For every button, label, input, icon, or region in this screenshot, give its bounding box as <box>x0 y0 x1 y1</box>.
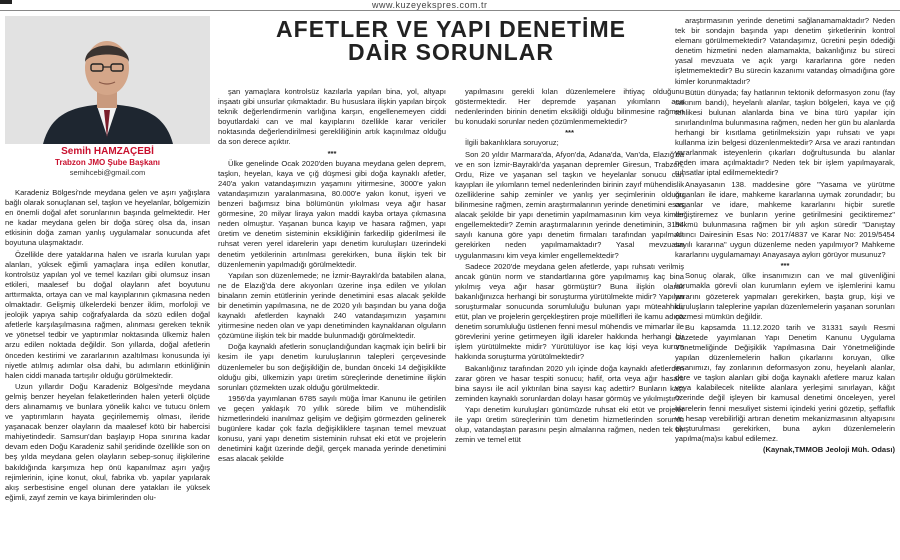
paragraph: yapılmasını gerekli kılan düzenlemelere ihtiyaç olduğunu göstermektedir. Her depremde yaşanan yıkımların ana nedenlerinden birinin denetim eksikliği olduğu bilinmesine rağmen bu konudaki sorunlar neden çözümlenmemektedir? <box>455 87 684 127</box>
paragraph: Sonuç olarak, ülke insanımızın can ve mal güvenliğini korumakla görevli olan kurumların eylem ve işlemlerini kamu yararını gözeterek yapmaları gerekirken, başta grup, kişi ve kuruluşların taleplerine yapılan düzenlemelerin yaşanan sorunları çözmesi mümkün değildir. <box>675 271 895 321</box>
author-caption <box>5 146 210 180</box>
paragraph: Karadeniz Bölgesi'nde meydana gelen ve aşırı yağışlara bağlı olarak sonuçlanan sel, taşkın ve heyelanlar, bölgemizin en önemli doğal afet sorunlarının başında gelmektedir. Her ne kadar meydana gelen bir doğa süreç olsa da, insan etkisinin doğa zaman yanlış uygulamalar sonucunda afet boyutuna ulaşmaktadır. <box>5 188 210 248</box>
section-divider: *** <box>780 261 790 271</box>
paragraph: şan yamaçlara kontrolsüz kazılarla yapılan bina, yol, altyapı inşaatı gibi unsurlar çıkmaktadır. Bu hususlara ilişkin yapılan birçok teknik değerlendirmenin varlığına karşın, engellenemeyen ciddi boyutlardaki can ve mal kayıplarını özellikle karar vericiler noktasında değerlendirilmesi gerekliliğinin artık kaçınılmaz olduğu da son derece açıktır. <box>218 87 446 147</box>
author-name: Semih HAMZAÇEBİ <box>61 146 154 157</box>
author-email: semihcebi@gmail.com <box>69 168 146 177</box>
article-title <box>218 18 684 64</box>
source-credit: (Kaynak,TMMOB Jeoloji Müh. Odası) <box>762 444 895 454</box>
paragraph: Doğa kaynaklı afetlerin sonuçlandığundan kaçmak için belirli bir kesim ile yapı denetim kuruluşlarının talepleri çerçevesinde düzenlemeler bu son değişikliğin de, bundan önceki 14 değişiklikte olduğu gibi, ülkemizin yapı üretim süreçlerinde denetimine ilişkin sorunları çözmekten uzak olduğu görülmektedir. <box>218 342 446 392</box>
title-line-2: DAİR SORUNLAR <box>348 39 554 65</box>
section-divider: *** <box>565 128 574 138</box>
header-rule <box>0 10 900 11</box>
article-column-4 <box>675 16 895 559</box>
paragraph: Bütün dünyada; fay hatlarının tektonik deformasyon zonu (fay sakınım bandı), heyelanlı alanlar, taşkın bölgeleri, kaya ve çığ tehlikesi bulunan alanlarda bina ve bina türü yapılar için sınırlandırılma bulunmasına rağmen, neden her gün bu alanlarda herhangi bir kısıtlama getirilmeksizin yapı ruhsatı ve yapı kullanma izin belgesi düzenlenmektedir? Arsa ve arazi rantından yararlanmak isteyenlerin çıkarları doğrultusunda bu alanlar neden imara açılmaktadır? Neden tek bir işlem yapılmayarak, ruhsatlar iptal edilmemektedir? <box>675 87 895 178</box>
article-column-2 <box>218 87 446 559</box>
paragraph: Bakanlığınız tarafından 2020 yılı içinde doğa kaynaklı afetlerden zarar gören ve hasar tespiti sonucu; hafif, orta veya ağır hasarlı bina sayısı ile acil yıktırılan bina sayısı kaç adettir? Bunların kaçı zeminden kaynaklı sorunlardan dolayı hasar görmüş ve yıkılmıştır? <box>455 363 684 403</box>
paragraph: Sadece 2020'de meydana gelen afetlerde, yapı ruhsatı verilmiş ancak günün norm ve standartlarına göre yapılmamış kaç bina yıkılmış veya ağır hasar görmüştür? Buna ilişkin olarak bakanlığınızca herhangi bir soruşturma yürütülmekte midir? Yapılan soruşturmalar sonucunda sorumluluğu bulunan yapı müteahhidi, etüt, plan ve projelerin gerçekleştiren proje müellifleri ile kamu adına denetim sorumluluğu üstlenen fenni mesul mühendis ve mimarlar ile görevlerini yerine getirmeyen ilgili idareler hakkında herhangi bir işlem yürütülmekte midir? Yürütülüyor ise kaç kişi veya kurum hakkında soruşturma yürütülmektedir? <box>455 261 684 362</box>
article-column-1 <box>5 188 210 558</box>
paragraph: Bu kapsamda 11.12.2020 tarih ve 31331 sayılı Resmi Gazetede yayımlanan Yapı Denetim Kanunu Uygulama Yönetmeliğinde Değişiklik Yapılmasına Dair Yönetmeliğinde yapılan düzenlemelerin halkın çıkarlarını koruyan, ülke insanımızı, fay zonlarının deformasyon zonu, heyelanlı alanlar, dere ve taşkın alanları gibi doğa kaynaklı afetlere maruz kalan veya kalabilecek nitelikte alanlara yerleşimi sınırlayan, kâğıt üzerinde değil işleyen bir kamusal denetimi önceleyen, yerel idarelerin fenni mesuliyet sistemi içindeki yerini gözetip, şeffaflık ve hesap verebilirliği artıran denetim mekanizmasının altyapısını oluşturulması gerekirken, buna aykırı düzenlemelerin yapılma(ma)sı kabul edilemez. <box>675 322 895 443</box>
title-line-1: AFETLER VE YAPI DENETİME <box>276 16 626 42</box>
author-portrait <box>5 16 210 144</box>
paragraph: Yapılan son düzenlemede; ne İzmir-Bayraklı'da batabilen alana, ne de Elazığ'da dere akıyonları üzerine inşa edilen ve yıkılan binaların zemin etütlerinin yerinde denetimini esas alacak şekilde bir denetimin yapılmasına, ne de 2020 yılı başından bu yana doğa kaynaklı afetlerden kaynaklı 240 vatandaşımızın yaşamını yitirmesine neden olan ve yapı denetiminden kaynaklanan olguların çözümüne ilişkin tek bir madde bulunmadığı görülmektedir. <box>218 270 446 341</box>
paragraph: araştırmasının yerinde denetimi sağlanamamaktadır? Neden tek bir sondajın başında yapı denetim şirketlerinin kontrol elemanı görülmemektedir? Vatandaşımız, ücretini peşin ödediği denetim hizmetini neden alamamakta, bakanlığınız bu süreci yasal mevzuata ve açık yargı kararlarına göre neden işletmemektedir? Bu sürecin kazanımı vatandaş olmadığına göre kimler korunmaktadır? <box>675 16 895 86</box>
paragraph: Uzun yıllardır Doğu Karadeniz Bölgesi'nde meydana gelmiş benzer heyelan felaketlerinden halen yeterli ölçüde ders alınamamış ve bunlara yönelik kalıcı ve tutucu önlem ve yaptırımların hayata geçirilememiş olması, ileride yaşanacak benzer olayların da maalesef kötü bir habercisi mahiyetindedir. Samsun'dan başlayıp Hopa sınırına kadar devam eden Doğu Karadeniz sahil şeridinde özellikle son on beş yılda meydana gelen olayların sebep-sonuç ilişkilerine bakıldığında karşımıza hep önü kapanılmaz aşırı yağış rejimlerinin, içine konut, okul, fabrika vb. yapılar yapılarak akış serbestisine engel olunan dere yatakları ile yüksek eğimli, zayıf zemin ve kaya birimlerinden olu- <box>5 381 210 502</box>
site-url: www.kuzeyekspres.com.tr <box>372 0 488 10</box>
paragraph: Ülke genelinde Ocak 2020'den buyana meydana gelen deprem, taşkın, heyelan, kaya ve çığ düşmesi gibi doğa kaynaklı afetler, 240'a yakın vatandaşımızın yaşamını yitirmesine, 3000'e yakın vatandaşımızın yaralanmasına, 80.000'e yakın konut, işyeri ve benzeri bağımsız bina bölümünün yıkılması veya ağır hasar görmesine, 20 milyar liraya yakın maddi kayba ortaya çıkmasına neden olmuştur. Yaşanan bunca kayıp ve hasara rağmen, yapı üretim ve denetim sisteminin eksikliğinin farkedilip giderilmesi ile ruhsat veren yerel idarelerin yapı denetim kuruluşları üzerindeki denetim yetkilerinin artırılması gerekirken, buna ilişkin tek bir düzenlemenin yapılmadığı görülmektedir. <box>218 158 446 269</box>
paragraph: İlgili bakanlıklara soruyoruz; <box>465 138 559 148</box>
paragraph: Anayasanın 138. maddesine göre "Yasama ve yürütme organları ile idare, mahkeme kararlarına uymak zorundadır; bu organlar ve idare, mahkeme kararlarını hiçbir suretle değiştiremez ve bunların yerine getirilmesini geciktiremez" hükmü bulunmasına rağmen bir yılı aşkın süredir "Danıştay Altıncı Dairesinin Esas No: 2017/4837 ve Karar No: 2019/5454 sayılı kararına" uygun düzenleme neden yapılmıyor? Mahkeme kararlarını uygulamamayı Anayasaya aykırı görüyor musunuz? <box>675 179 895 260</box>
page-corner-mark <box>0 0 12 4</box>
paragraph: Yapı denetim kuruluşları günümüzde ruhsat eki etüt ve projeler ile yapı üretim süreçlerinin tüm denetim hizmetlerinden sorumlu olup, vatandaştan parasını peşin almalarına rağmen, neden tek bir zemin ve temel etüt <box>455 404 684 445</box>
section-divider: *** <box>327 148 337 158</box>
paragraph: 1956'da yayımlanan 6785 sayılı müğa İmar Kanunu ile getirilen ve geçen yaklaşık 70 yıllık sürede bilim ve mühendislik hizmetlerindeki inanılmaz gelişim ve değişim görmezden gelinerek bugünlere kadar çok fazla değişikliklere taşınan temel mevzuat konusu, yani yapı denetim sisteminin ruhsat eki etüt ve projelerin denetimini kağıt üzerinde değil, gerçek manada yerinde denetimini esas alacak şekilde <box>218 393 446 464</box>
page-header <box>0 0 900 12</box>
article-column-3 <box>455 87 684 559</box>
author-role: Trabzon JMO Şube Başkanı <box>55 158 160 167</box>
paragraph: Özellikle dere yataklarına halen ve ısrarla kurulan yapı alanları, yüksek eğimli yamaçlara inşa edilen konutlar, kontrolsüz yapılan yol ve temel kazıları gibi olumsuz insan etkileri, maalesef bu doğal olayların afet boyutunu arttırmakta, ortaya can ve mal kayıplarının çıkmasına neden olmaktadır. Gelişmiş ülkelerdeki benzer iklim, morfoloji ve jeolojik yapıya sahip coğrafyalarda da sözü edilen doğal afetlerle karşılaşılmasına rağmen, alınması gereken teknik ve yönetsel tedbir ve yaptırımlar noktasında ülkemiz halen arzu edilen noktada değildir. Son yıllarda, doğal afetlerin önceden kestirimi ve zararlarının azaltılması konusunda iyi niyetle atılmış adımlar olsa dahi, bu adımların etkinliğinin halen ciddi manada tartışılır olduğu görülmektedir. <box>5 249 210 380</box>
paragraph: Son 20 yıldır Marmara'da, Afyon'da, Adana'da, Van'da, Elazığ'da ve en son İzmir-Bayraklı'da yaşanan depremler Giresun, Trabzon, Ordu, Rize ve yaşanan sel taşkın ve heyelanlar sonucu can kayıpları ile yıkımların temel nedenlerinden birinin zayıf mühendislik özelliklerine sahip zeminler ve yanlış yer seçimlerinin olduğu bilinmesine rağmen, zemin araştırmalarının yerinde denetimini esas alacak şekilde bir yapı denetimin yapılmamasının kim veya kimler engellemektedir? Zemin araştırmalarının yerinde denetiminin, 3194 sayılı kanuna göre yapı denetim firmaları tarafından yapılması gerekirken neden yapılmamaktadır? Yasal mevzuatın uygulanmasını kim veya kimler engellemektedir? <box>455 149 684 260</box>
